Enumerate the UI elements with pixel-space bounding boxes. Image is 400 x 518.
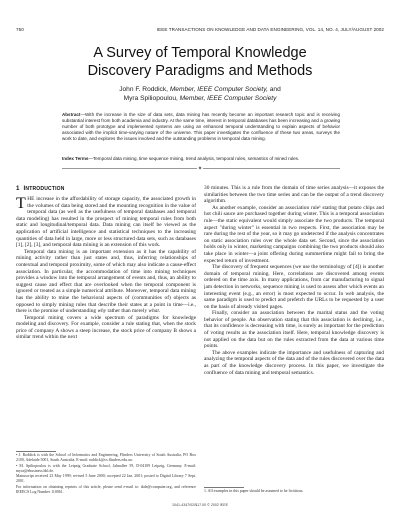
abstract: [62, 112, 340, 142]
abstract-label: Abstract: [62, 112, 81, 117]
running-head: [16, 27, 384, 32]
author-1-role: Member, IEEE Computer Society,: [169, 86, 268, 93]
author-block: [0, 86, 400, 103]
page-number: 750: [16, 27, 24, 32]
section-number: 1: [16, 185, 20, 192]
paragraph-r5: The above examples indicate the importance and usefulness of capturing and analyzing the temporal aspects of the data and of the rules discovered over the data as part of the knowledge discovery process. In this paper, we investigate the confluence of data mining and temporal semantics.: [204, 349, 384, 376]
paragraph-r1: 30 minutes. This is a rule from the domain of time series analysis—it exposes the similarities between the two time series and can be the output of a trend discovery algorithm.: [204, 185, 384, 205]
paragraph-r3: The discovery of frequent sequences (we use the terminology of [4]) is another domain of temporal mining. Here, correlations are discovered among events ordered on the time axis. In many applications, from car manufacturing to signal jam detection in networks, sequence mining is used to assess after which events an interesting event (e.g., an error) is most expected to occur. In web analysis, the same paradigm is used to predict and prefetch the URLs to be requested by a user on the basis of already visited pages.: [204, 264, 384, 310]
author-2-role: Member, IEEE Computer Society: [179, 94, 277, 102]
footnote-reprints: For information on obtaining reprints of this article, please send e-mail to: tkde@computer.org, and reference IEEECS Log Number 110061.: [16, 484, 196, 494]
index-terms-text: —Temporal data mining, time sequence mining, trend analysis, temporal rules, semantics of mined rules.: [88, 156, 300, 161]
paragraph-1-text: HE increase in the affordability of storage capacity, the associated growth in the volumes of data being stored and the mounting recognition in the value of temporal data (as well as the usefulness of temporal databases and temporal data modeling) has resulted in the prospect of mining temporal rules from both static and longitudinal/temporal data. Data mining can itself be viewed as the application of artificial intelligence and statistical techniques to the increasing quantities of data held in large, more or less structured data sets, such as databases [1], [2], [3], and temporal data mining is an extension of this work.: [16, 196, 196, 249]
author-2-name: Myra Spiliopoulou,: [123, 94, 178, 102]
index-terms: [62, 156, 340, 162]
author-conjunction: and: [269, 86, 281, 93]
author-1-name: John F. Roddick,: [119, 86, 168, 93]
footnote-right: 1. All examples in this paper should be assumed to be fictitious.: [204, 489, 304, 493]
drop-cap: T: [16, 196, 26, 212]
section-title-rest: NTRODUCTION: [25, 186, 65, 192]
copyright-footer: 1041-4347/02/$17.00 © 2002 IEEE: [172, 503, 228, 507]
paragraph-2: Temporal data mining is an important extension as it has the capability of mining activity rather than just states and, thus, inferring relationships of contextual and temporal proximity, some of which may also indicate a cause-effect association. In particular, the accommodation of time into mining techniques provides a window into the temporal arrangement of events and, thus, an ability to suggest cause and effect that are overlooked when the temporal component is ignored or treated as a simple numerical attribute. Moreover, temporal data mining has the ability to mine the behavioral aspects of (communities of) objects as opposed to simply mining rules that describe their states at a point in time—i.e., there is the promise of understanding why rather than merely what.: [16, 248, 196, 315]
footnote-divider-right: [204, 487, 244, 488]
section-title-initial: I: [23, 185, 26, 192]
paragraph-r2: As another example, consider an association rule¹ stating that potato chips and hot chili sauce are purchased together during winter. This is a temporal association rule—the static equivalent would simply associate the two products. The temporal aspect "during winter" is essential in two respects. First, the association may be rare during the rest of the year, so it may go undetected if the analysis concentrates on static association rules over the whole data set. Second, since the association holds only in winter, marketing campaigns combining the two products should also take place in winter—a joint offering during summertime might fail to bring the expected return of investment.: [204, 204, 384, 264]
abstract-text: —With the increase in the size of data sets, data mining has recently become an important research topic and is receiving substantial interest from both academia and industry. At the same time, interest in temporal databases has been increasing and a growing number of both prototype and implemented systems are using an enhanced temporal understanding to explain aspects of behavior associated with the implicit time-varying nature of the universe. This paper investigates the confluence of these two areas, surveys the work to date, and explores the issues involved and the outstanding problems in temporal data mining.: [62, 112, 340, 142]
title-line-2: Discovery Paradigms and Methods: [87, 63, 313, 79]
section-heading: [16, 185, 65, 192]
divider-ornament: ◆: [198, 165, 202, 170]
footnote-divider-left: [16, 451, 56, 452]
footnote-author-1: • J. Roddick is with the School of Informatics and Engineering, Flinders University of South Australia, PO Box 2100, Adelaide 5001, South Australia. E-mail: roddick@cs.flinders.edu.au.: [16, 453, 196, 462]
index-terms-label: Index Terms: [62, 156, 89, 161]
paper-title: [0, 44, 400, 80]
right-column: [204, 185, 384, 477]
footnote-author-2: • M. Spiliopoulou is with the Leipzig Graduate School, Jahnallee 59, D-04109 Leipzig, Germany. E-mail: myra@ebusiness.hhl.de.: [16, 463, 196, 473]
footnote-manuscript: Manuscript received 23 May 1999; revised 5 June 2000; accepted 22 Jan. 2001; posted to Digital Library 7 Sept. 2001.: [16, 474, 196, 484]
footnotes-left: [16, 453, 196, 495]
paragraph-r4: Finally, consider an association between the marital status and the voting behavior of people. An observation stating that this association is declining, i.e., that its confidence is decreasing with time, is surely as important for the prediction of voting results as the association itself. Here, temporal knowledge discovery is not applied on the data but on the rules extracted from the data at various time points.: [204, 310, 384, 350]
left-column: [16, 196, 196, 448]
journal-header: IEEE TRANSACTIONS ON KNOWLEDGE AND DATA ENGINEERING, VOL. 14, NO. 4, JULY/AUGUST 2002: [156, 27, 384, 32]
paragraph-1: [16, 196, 196, 249]
title-line-1: A Survey of Temporal Knowledge: [93, 45, 307, 61]
paragraph-3: Temporal mining covers a wide spectrum of paradigms for knowledge modeling and discovery. For example, consider a rule stating that, when the stock price of company A shows a steep increase, the stock price of company B shows a similar trend within the next: [16, 314, 196, 341]
